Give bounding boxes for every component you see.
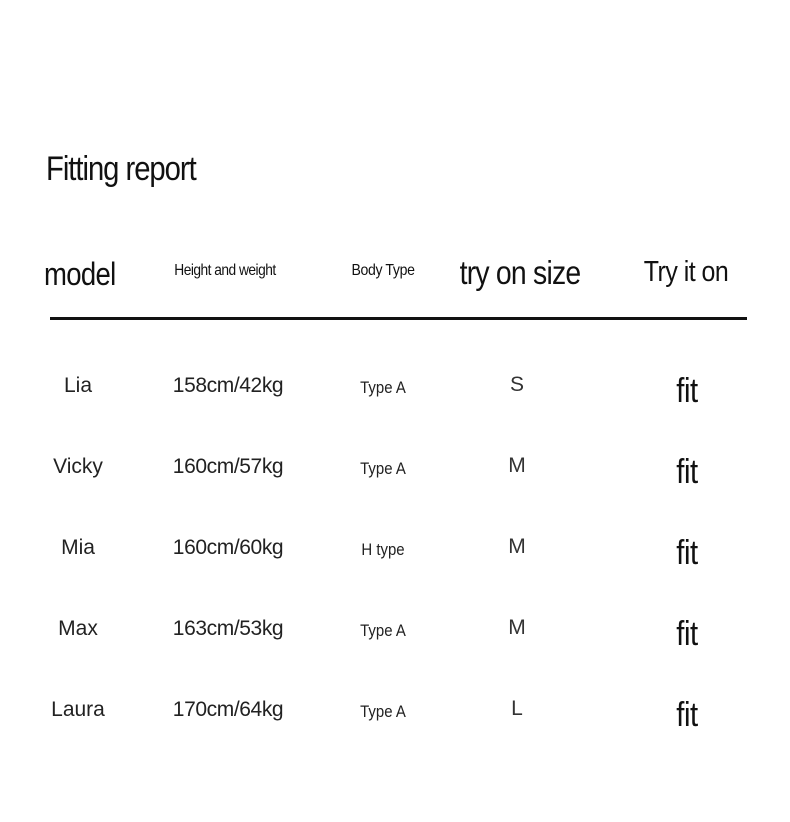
try-on-size: M [508, 616, 526, 639]
height-weight: 163cm/53kg [172, 617, 284, 640]
fit-result: fit [676, 372, 698, 410]
table-row [0, 370, 790, 430]
fit-result: fit [676, 534, 698, 572]
height-weight: 158cm/42kg [172, 374, 284, 397]
try-on-size: L [511, 697, 523, 720]
model-name: Mia [61, 536, 95, 559]
table-row [0, 694, 790, 754]
height-weight: 160cm/60kg [172, 536, 284, 559]
header-divider [50, 317, 747, 320]
table-row [0, 451, 790, 511]
height-weight: 160cm/57kg [172, 455, 284, 478]
header-try-on-size: try on size [459, 254, 581, 291]
body-type: Type A [360, 459, 406, 478]
body-type: Type A [360, 378, 406, 397]
header-try-it-on: Try it on [643, 256, 729, 288]
model-name: Max [58, 617, 98, 640]
table-row [0, 532, 790, 592]
table-row [0, 613, 790, 673]
fit-result: fit [676, 615, 698, 653]
header-body-type: Body Type [351, 262, 415, 279]
height-weight: 170cm/64kg [172, 698, 284, 721]
body-type: Type A [360, 702, 406, 721]
try-on-size: M [508, 454, 526, 477]
fit-result: fit [676, 696, 698, 734]
try-on-size: M [508, 535, 526, 558]
model-name: Laura [51, 698, 105, 721]
header-model: model [44, 256, 116, 292]
model-name: Lia [63, 374, 93, 397]
header-height-weight: Height and weight [174, 262, 276, 279]
try-on-size: S [509, 373, 524, 396]
model-name: Vicky [53, 455, 103, 478]
page-title: Fitting report [46, 150, 196, 188]
fit-result: fit [676, 453, 698, 491]
body-type: H type [361, 540, 405, 559]
body-type: Type A [360, 621, 406, 640]
